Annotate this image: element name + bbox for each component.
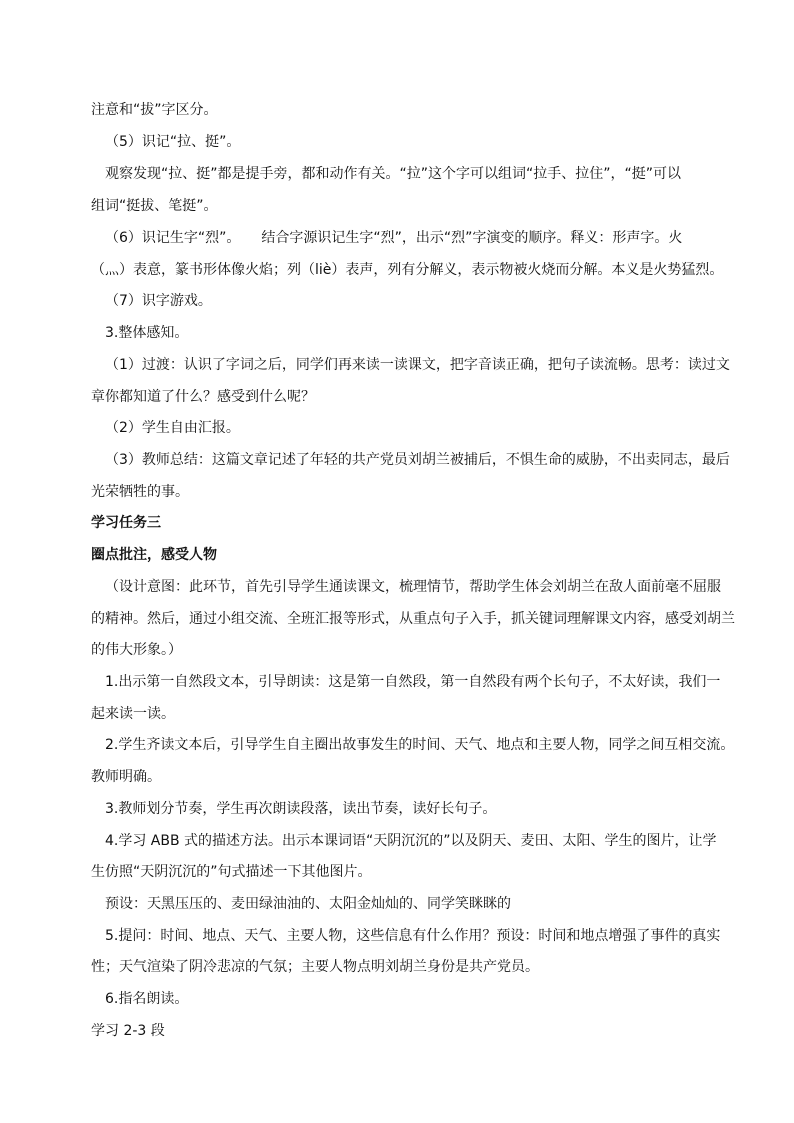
text-line: 组词“挺拔、笔挺”。	[91, 198, 218, 214]
text-line: 6.指名朗读。	[105, 991, 189, 1007]
text-line: 的精神。然后，通过小组交流、全班汇报等形式，从重点句子入手，抓关键词理解课文内容，感受刘胡兰	[91, 611, 735, 627]
text-line: （1）过渡：认识了字词之后，同学们再来读一读课文，把字音读正确，把句子读流畅。思考：读过文	[105, 357, 730, 373]
text-line: （灬）表意，篆书形体像火焰；列（liè）表声，列有分解义，表示物被火烧而分解。本义是火势猛烈。	[91, 262, 724, 278]
text-line: 预设：天黑压压的、麦田绿油油的、太阳金灿灿的、同学笑眯眯的	[105, 896, 511, 912]
text-line: （2）学生自由汇报。	[105, 420, 240, 436]
text-line: 5.提问：时间、地点、天气、主要人物，这些信息有什么作用？预设：时间和地点增强了事件的真实	[105, 928, 721, 944]
text-line: 生仿照“天阴沉沉的”句式描述一下其他图片。	[91, 864, 372, 880]
text-line: （3）教师总结：这篇文章记述了年轻的共产党员刘胡兰被捕后，不惧生命的威胁，不出卖同志，最后	[105, 452, 730, 468]
text-line: 1.出示第一自然段文本，引导朗读：这是第一自然段，第一自然段有两个长句子，不太好读，我们一	[105, 674, 721, 690]
text-line: 教师明确。	[91, 769, 161, 785]
section-subheading: 圈点批注，感受人物	[91, 547, 217, 563]
text-line: 性；天气渲染了阴冷悲凉的气氛；主要人物点明刘胡兰身份是共产党员。	[91, 959, 539, 975]
section-heading: 学习任务三	[91, 515, 161, 531]
text-line: 光荣牺牲的事。	[91, 484, 189, 500]
text-line: （设计意图：此环节，首先引导学生通读课文，梳理情节，帮助学生体会刘胡兰在敌人面前毫不屈服	[105, 579, 721, 595]
text-line: （7）识字游戏。	[105, 293, 212, 309]
text-line: （5）识记“拉、挺”。	[105, 134, 241, 150]
text-line: 2.学生齐读文本后，引导学生自主圈出故事发生的时间、天气、地点和主要人物，同学之间互相交流。	[105, 737, 735, 753]
text-line: 3.教师划分节奏，学生再次朗读段落，读出节奏，读好长句子。	[105, 801, 497, 817]
text-line: 章你都知道了什么？感受到什么呢？	[91, 389, 315, 405]
text-line: 观察发现“拉、挺”都是提手旁，都和动作有关。“拉”这个字可以组词“拉手、拉住”，“挺”可以	[105, 166, 682, 182]
text-line: 起来读一读。	[91, 706, 175, 722]
text-line: 3.整体感知。	[105, 325, 189, 341]
text-line: （6）识记生字“烈”。 结合字源识记生字“烈”，出示“烈”字演变的顺序。释义：形声字。火	[105, 230, 683, 246]
text-line: 4.学习 ABB 式的描述方法。出示本课词语“天阴沉沉的”以及阴天、麦田、太阳、学生的图片，让学	[105, 833, 717, 849]
text-line: 学习 2-3 段	[91, 1023, 165, 1039]
text-line: 注意和“拔”字区分。	[91, 102, 218, 118]
text-line: 的伟大形象。）	[91, 642, 182, 658]
